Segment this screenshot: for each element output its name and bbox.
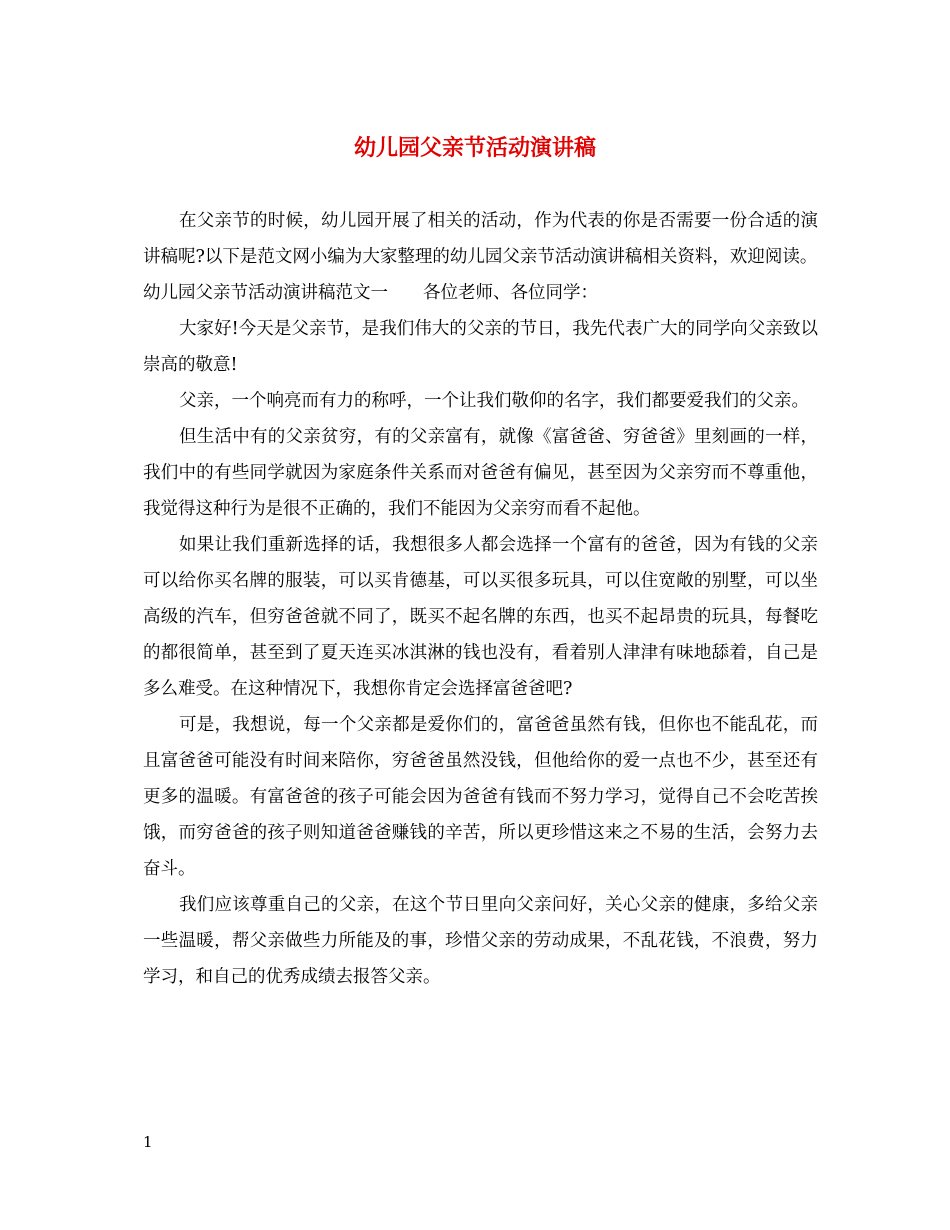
paragraph: 可是，我想说，每一个父亲都是爱你们的，富爸爸虽然有钱，但你也不能乱花，而且富爸爸可能没有时间来陪你，穷爸爸虽然没钱，但他给你的爱一点也不少，甚至还有更多的温暖。有富爸爸的孩子可能会因为爸爸有钱而不努力学习，觉得自己不会吃苦挨饿，而穷爸爸的孩子则知道爸爸赚钱的辛苦，所以更珍惜这来之不易的生活，会努力去奋斗。	[143, 715, 818, 879]
paragraph: 大家好!今天是父亲节，是我们伟大的父亲的节日，我先代表广大的同学向父亲致以崇高的敬意!	[143, 319, 818, 375]
paragraph: 在父亲节的时候，幼儿园开展了相关的活动，作为代表的你是否需要一份合适的演讲稿呢?以下是范文网小编为大家整理的幼儿园父亲节活动演讲稿相关资料，欢迎阅读。	[143, 211, 818, 267]
page-number: 1	[143, 1133, 153, 1151]
paragraph: 幼儿园父亲节活动演讲稿范文一 各位老师、各位同学：	[143, 283, 598, 303]
document-body	[143, 203, 818, 995]
paragraph: 如果让我们重新选择的话，我想很多人都会选择一个富有的爸爸，因为有钱的父亲可以给你买名牌的服装，可以买肯德基，可以买很多玩具，可以住宽敞的别墅，可以坐高级的汽车，但穷爸爸就不同了，既买不起名牌的东西，也买不起昂贵的玩具，每餐吃的都很简单，甚至到了夏天连买冰淇淋的钱也没有，看着别人津津有味地舔着，自己是多么难受。在这种情况下，我想你肯定会选择富爸爸吧?	[143, 535, 818, 699]
document-title: 幼儿园父亲节活动演讲稿	[353, 135, 596, 161]
paragraph: 我们应该尊重自己的父亲，在这个节日里向父亲问好，关心父亲的健康，多给父亲一些温暖，帮父亲做些力所能及的事，珍惜父亲的劳动成果，不乱花钱，不浪费，努力学习，和自己的优秀成绩去报答父亲。	[143, 895, 818, 987]
paragraph: 但生活中有的父亲贫穷，有的父亲富有，就像《富爸爸、穷爸爸》里刻画的一样，我们中的有些同学就因为家庭条件关系而对爸爸有偏见，甚至因为父亲穷而不尊重他，我觉得这种行为是很不正确的，我们不能因为父亲穷而看不起他。	[143, 427, 818, 519]
paragraph: 父亲，一个响亮而有力的称呼，一个让我们敬仰的名字，我们都要爱我们的父亲。	[179, 391, 809, 411]
